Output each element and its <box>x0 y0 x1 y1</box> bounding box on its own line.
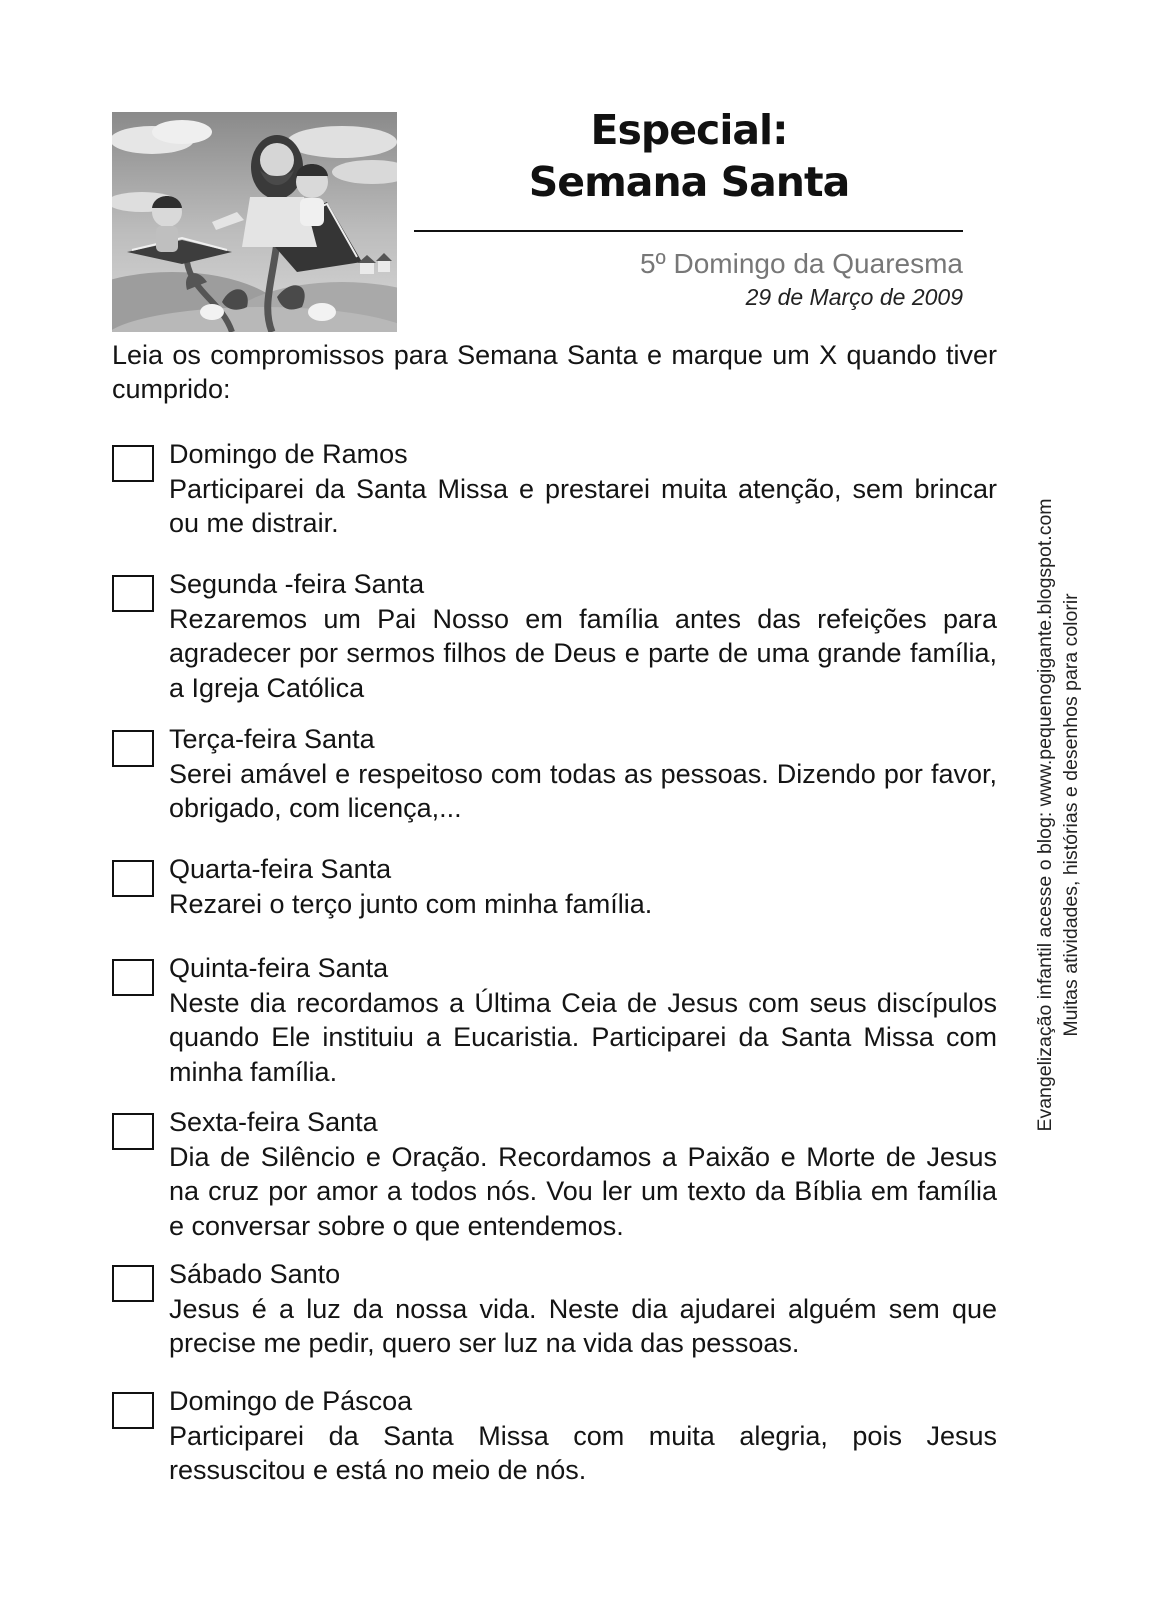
side-credit-line-2: Muitas atividades, histórias e desenhos para colorir <box>1060 593 1082 1037</box>
checklist-item <box>112 1105 997 1243</box>
title-line-1: Especial: <box>590 106 788 154</box>
side-credit <box>1032 470 1084 1160</box>
checkbox[interactable] <box>112 959 154 996</box>
item-day: Domingo de Ramos <box>169 439 408 469</box>
checklist-item <box>112 567 997 705</box>
checkbox[interactable] <box>112 730 154 767</box>
item-description: Neste dia recordamos a Última Ceia de Jesus com seus discípulos quando Ele instituiu a Eucaristia. Participarei da Santa Missa com minha família. <box>169 987 997 1087</box>
item-description: Rezarei o terço junto com minha família. <box>169 888 653 919</box>
checkbox[interactable] <box>112 860 154 897</box>
checklist-item <box>112 1384 997 1488</box>
item-day: Domingo de Páscoa <box>169 1386 413 1416</box>
item-description: Dia de Silêncio e Oração. Recordamos a Paixão e Morte de Jesus na cruz por amor a todos nós. Vou ler um texto da Bíblia em família e conversar sobre o que entendemos. <box>169 1141 997 1241</box>
checkbox[interactable] <box>112 575 154 612</box>
checklist-item <box>112 852 997 921</box>
item-day: Quinta-feira Santa <box>169 953 389 983</box>
intro-text: Leia os compromissos para Semana Santa e marque um X quando tiver cumprido: <box>112 340 997 404</box>
item-day: Sábado Santo <box>169 1259 341 1289</box>
item-day: Sexta-feira Santa <box>169 1107 378 1137</box>
item-description: Participarei da Santa Missa com muita alegria, pois Jesus ressuscitou e está no meio de nós. <box>169 1420 997 1485</box>
checklist-item <box>112 1257 997 1361</box>
checklist-item <box>112 722 997 826</box>
checklist-item <box>112 437 997 541</box>
item-description: Serei amável e respeitoso com todas as pessoas. Dizendo por favor, obrigado, com licença,... <box>169 758 997 823</box>
title-line-2: Semana Santa <box>528 158 850 206</box>
jesus-children-illustration <box>112 112 397 332</box>
subtitle: 5º Domingo da Quaresma <box>639 248 963 279</box>
item-day: Segunda -feira Santa <box>169 569 425 599</box>
side-credit-line-1: Evangelização infantil acesse o blog: www.pequenogigante.blogspot.com <box>1034 498 1056 1132</box>
item-description: Participarei da Santa Missa e prestarei muita atenção, sem brincar ou me distrair. <box>169 473 997 538</box>
date: 29 de Março de 2009 <box>745 284 963 310</box>
checkbox[interactable] <box>112 1265 154 1302</box>
item-description: Jesus é a luz da nossa vida. Neste dia ajudarei alguém sem que precise me pedir, quero ser luz na vida das pessoas. <box>169 1293 997 1358</box>
checklist-item <box>112 951 997 1089</box>
title-divider <box>414 230 963 232</box>
item-day: Terça-feira Santa <box>169 724 375 754</box>
checkbox[interactable] <box>112 445 154 482</box>
checkbox[interactable] <box>112 1392 154 1429</box>
item-description: Rezaremos um Pai Nosso em família antes das refeições para agradecer por sermos filhos de Deus e parte de uma grande família, a Igreja Católica <box>169 603 997 703</box>
checkbox[interactable] <box>112 1113 154 1150</box>
item-day: Quarta-feira Santa <box>169 854 392 884</box>
page-title <box>415 104 963 208</box>
